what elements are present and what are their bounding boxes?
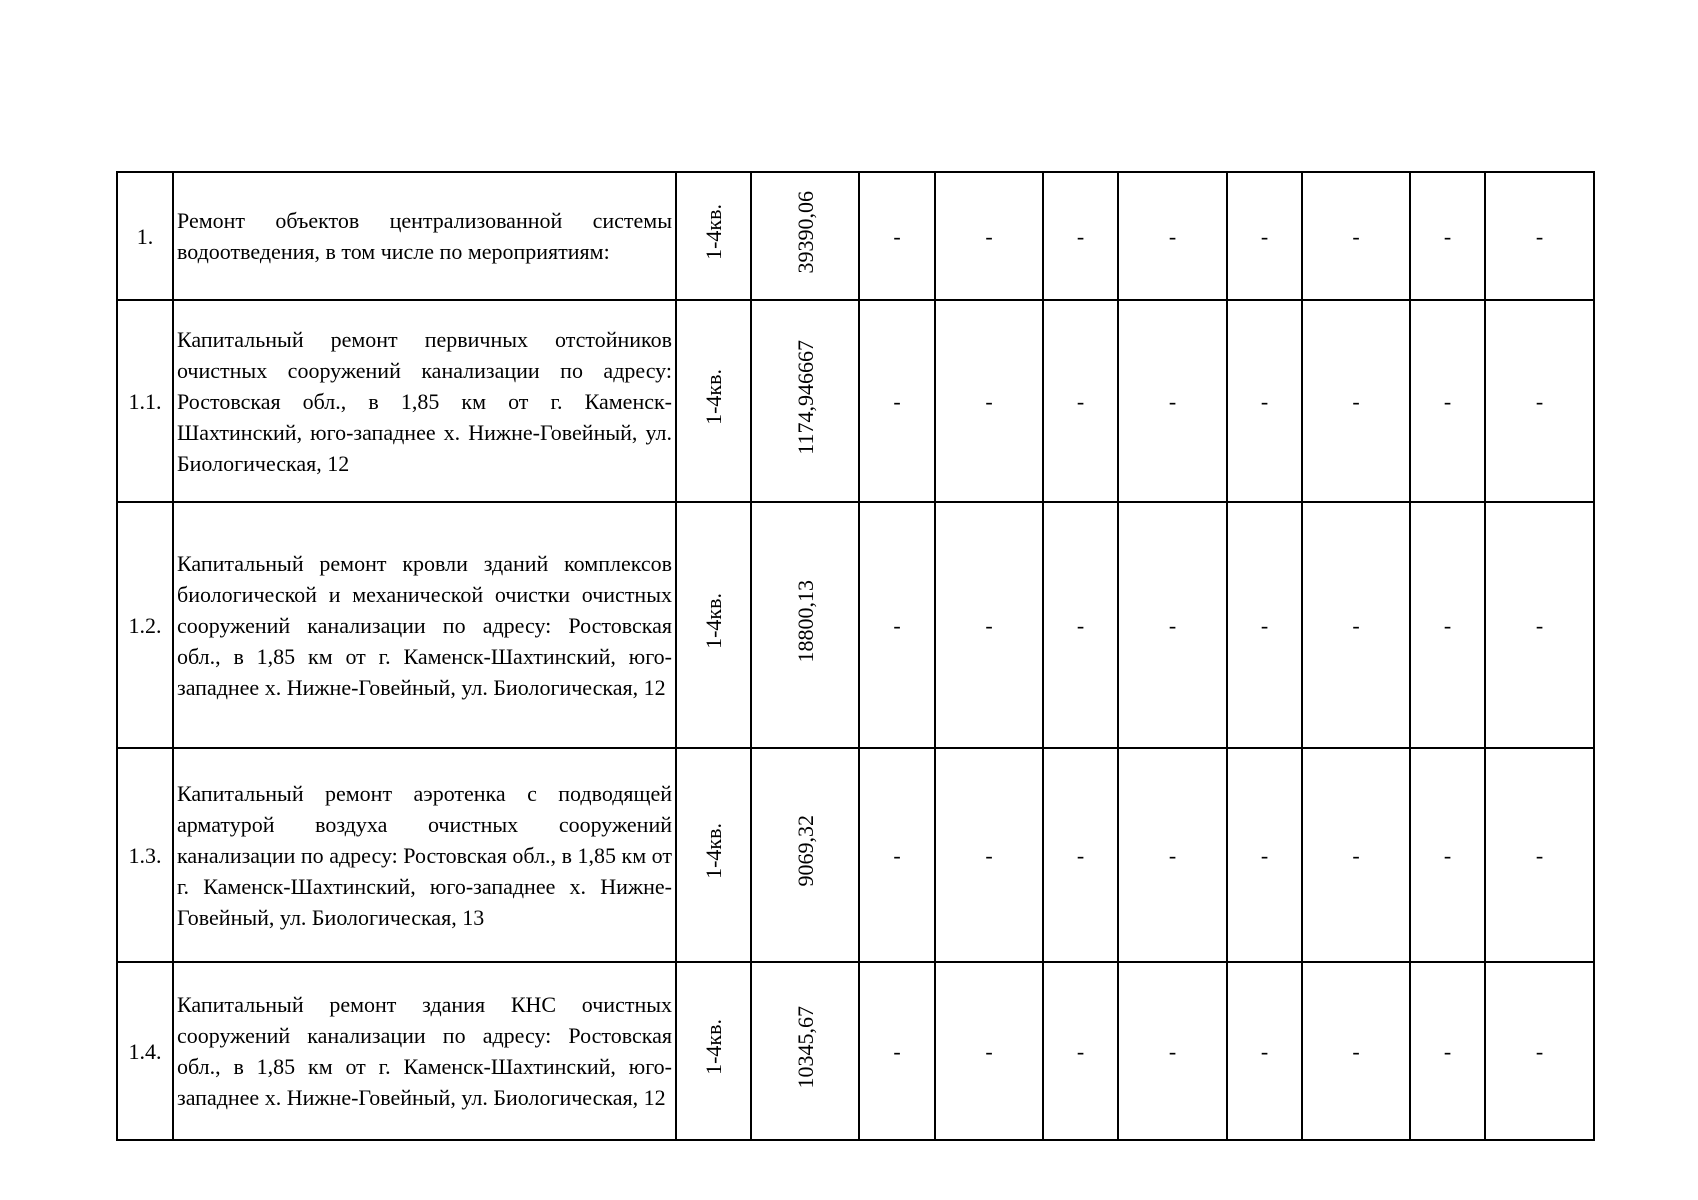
row-number: 1.3. <box>117 748 173 962</box>
table-cell: - <box>859 172 935 300</box>
period-text: 1-4кв. <box>701 369 726 425</box>
value-text: 1174,946667 <box>792 339 818 455</box>
row-value <box>751 172 859 300</box>
table-cell: - <box>1410 748 1485 962</box>
table-cell: - <box>1485 748 1594 962</box>
row-description <box>173 502 676 748</box>
row-description <box>173 300 676 502</box>
row-description <box>173 748 676 962</box>
table-cell: - <box>1227 962 1302 1140</box>
description-text: Капитальный ремонт здания КНС очистных сооружений канализации по адресу: Ростовская обл., в 1,85 км от г. Каменск-Шахтинский, юго-западнее х. Нижне-Говейный, ул. Биологическая, 12 <box>177 992 672 1110</box>
table-cell: - <box>1227 172 1302 300</box>
table-row <box>117 172 1594 300</box>
table-row <box>117 300 1594 502</box>
table-cell: - <box>935 300 1043 502</box>
row-number: 1.4. <box>117 962 173 1140</box>
table-cell: - <box>1302 748 1410 962</box>
description-text: Капитальный ремонт аэротенка с подводящей арматурой воздуха очистных сооружений канализации по адресу: Ростовская обл., в 1,85 км от г. Каменск-Шахтинский, юго-западнее х. Нижне-Говейный, ул. Биологическая, 13 <box>177 780 672 930</box>
table-cell: - <box>1118 172 1227 300</box>
table-cell: - <box>935 172 1043 300</box>
description-text: Капитальный ремонт первичных отстойников очистных сооружений канализации по адресу: Ростовская обл., в 1,85 км от г. Каменск-Шахтинский, юго-западнее х. Нижне-Говейный, ул. Биологическая, 12 <box>177 326 672 476</box>
table-cell: - <box>1043 502 1118 748</box>
table-cell: - <box>1485 962 1594 1140</box>
table-cell: - <box>1485 502 1594 748</box>
row-period <box>676 962 751 1140</box>
table-cell: - <box>1410 502 1485 748</box>
table-cell: - <box>1043 300 1118 502</box>
table-cell: - <box>1485 172 1594 300</box>
table-cell: - <box>1302 962 1410 1140</box>
row-description <box>173 172 676 300</box>
row-number: 1.2. <box>117 502 173 748</box>
table-cell: - <box>1043 962 1118 1140</box>
table-cell: - <box>1410 172 1485 300</box>
table-cell: - <box>1302 300 1410 502</box>
table-cell: - <box>859 502 935 748</box>
value-text: 9069,32 <box>792 815 818 887</box>
period-text: 1-4кв. <box>701 204 726 260</box>
row-period <box>676 502 751 748</box>
table-cell: - <box>1410 300 1485 502</box>
value-text: 39390,06 <box>792 190 818 274</box>
table-cell: - <box>859 748 935 962</box>
table-cell: - <box>1302 172 1410 300</box>
table-cell: - <box>1485 300 1594 502</box>
description-text: Капитальный ремонт кровли зданий комплексов биологической и механической очистки очистных сооружений канализации по адресу: Ростовская обл., в 1,85 км от г. Каменск-Шахтинский, юго-западнее х. Нижне-Говейный, ул. Биологическая, 12 <box>177 550 672 700</box>
table-cell: - <box>1410 962 1485 1140</box>
table-cell: - <box>1302 502 1410 748</box>
table-cell: - <box>1043 748 1118 962</box>
works-table <box>116 171 1595 1141</box>
period-text: 1-4кв. <box>701 823 726 879</box>
row-period <box>676 300 751 502</box>
table-cell: - <box>1227 748 1302 962</box>
row-value <box>751 300 859 502</box>
table-cell: - <box>859 962 935 1140</box>
row-period <box>676 172 751 300</box>
period-text: 1-4кв. <box>701 593 726 649</box>
table-row <box>117 502 1594 748</box>
row-value <box>751 748 859 962</box>
row-value <box>751 502 859 748</box>
row-value <box>751 962 859 1140</box>
row-number: 1. <box>117 172 173 300</box>
table-cell: - <box>935 502 1043 748</box>
row-description <box>173 962 676 1140</box>
table-cell: - <box>1227 502 1302 748</box>
table-row <box>117 962 1594 1140</box>
description-text: Ремонт объектов централизованной системы водоотведения, в том числе по мероприятиям: <box>177 208 672 264</box>
table-cell: - <box>935 962 1043 1140</box>
table-cell: - <box>1118 502 1227 748</box>
table-cell: - <box>1227 300 1302 502</box>
table-cell: - <box>1118 962 1227 1140</box>
table-cell: - <box>859 300 935 502</box>
table-row <box>117 748 1594 962</box>
table-cell: - <box>1118 748 1227 962</box>
row-number: 1.1. <box>117 300 173 502</box>
table-cell: - <box>1043 172 1118 300</box>
value-text: 18800,13 <box>792 579 818 663</box>
row-period <box>676 748 751 962</box>
table-cell: - <box>935 748 1043 962</box>
period-text: 1-4кв. <box>701 1019 726 1075</box>
value-text: 10345,67 <box>792 1005 818 1089</box>
table-cell: - <box>1118 300 1227 502</box>
